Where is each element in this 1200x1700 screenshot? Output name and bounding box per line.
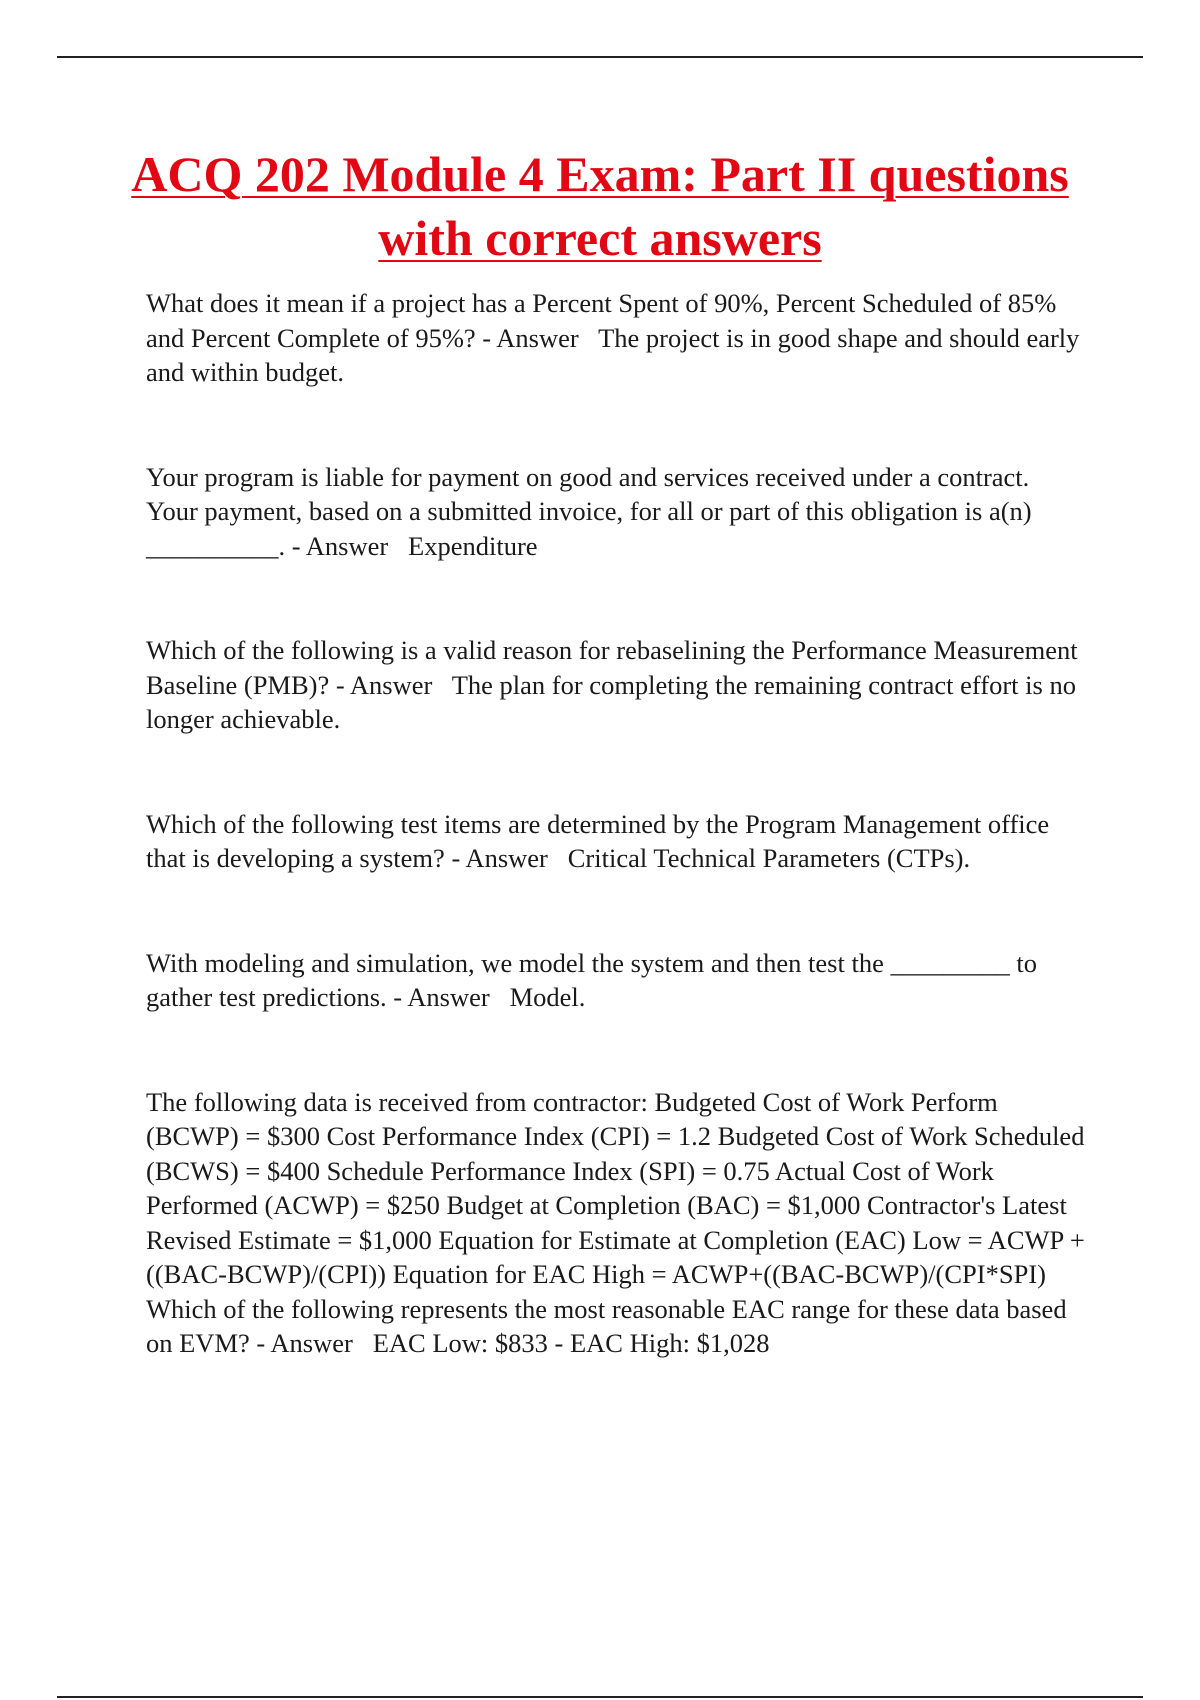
answer-text: The project is in good shape and should early and within budget. (146, 322, 1087, 387)
answer-separator: - Answer (475, 322, 599, 353)
qa-entry (146, 1085, 1092, 1361)
qa-list (146, 286, 1092, 1361)
answer-text: Model. (509, 982, 586, 1012)
answer-text: Expenditure (408, 530, 538, 561)
question-text: Which of the following is a valid reason for rebaselining the Performance Measurement Baseline (PMB)? (146, 635, 1085, 700)
answer-separator: - Answer (386, 982, 510, 1012)
qa-entry (146, 286, 1086, 390)
document-title: ACQ 202 Module 4 Exam: Part II questions with correct answers (131, 146, 1069, 266)
question-text: What does it mean if a project has a Percent Spent of 90%, Percent Scheduled of 85% and Percent Complete of 95%? (146, 288, 1063, 353)
qa-entry (146, 946, 1086, 1015)
bottom-rule (57, 1696, 1143, 1698)
answer-separator: - Answer (329, 669, 452, 700)
answer-text: EAC Low: $833 - EAC High: $1,028 (372, 1328, 770, 1358)
question-text: With modeling and simulation, we model the system and then test the _________ to gather test predictions. (146, 947, 1044, 1012)
question-text: The following data is received from contractor: Budgeted Cost of Work Perform (BCWP) = $300 Cost Performance Index (CPI) = 1.2 Budgeted Cost of Work Scheduled (BCWS) = $400 Schedule Performance Index (SPI) = 0.75 Actual Cost of Work Performed (ACWP) = $250 Budget at Completion (BAC) = $1,000 Contractor's Latest Revised Estimate = $1,000 Equation for Estimate at Completion (EAC) Low = ACWP + ((BAC-BCWP)/(CPI)) Equation for EAC High = ACWP+((BAC-BCWP)/(CPI*SPI) Which of the following represents the most reasonable EAC range for these data based on EVM? (146, 1086, 1092, 1358)
answer-separator: - Answer (249, 1328, 373, 1358)
qa-entry (146, 460, 1086, 564)
answer-separator: - Answer (285, 530, 409, 561)
answer-text: The plan for completing the remaining contract effort is no longer achievable. (146, 669, 1083, 734)
answer-text: Critical Technical Parameters (CTPs). (567, 843, 971, 873)
question-text: Which of the following test items are determined by the Program Management office that is developing a system? (146, 808, 1056, 873)
qa-entry (146, 633, 1086, 737)
question-text: Your program is liable for payment on good and services received under a contract. Your payment, based on a submitted invoice, for all or part of this obligation is a(n) __________. (146, 461, 1039, 561)
answer-separator: - Answer (444, 843, 568, 873)
top-rule (57, 56, 1143, 58)
qa-entry (146, 807, 1086, 876)
